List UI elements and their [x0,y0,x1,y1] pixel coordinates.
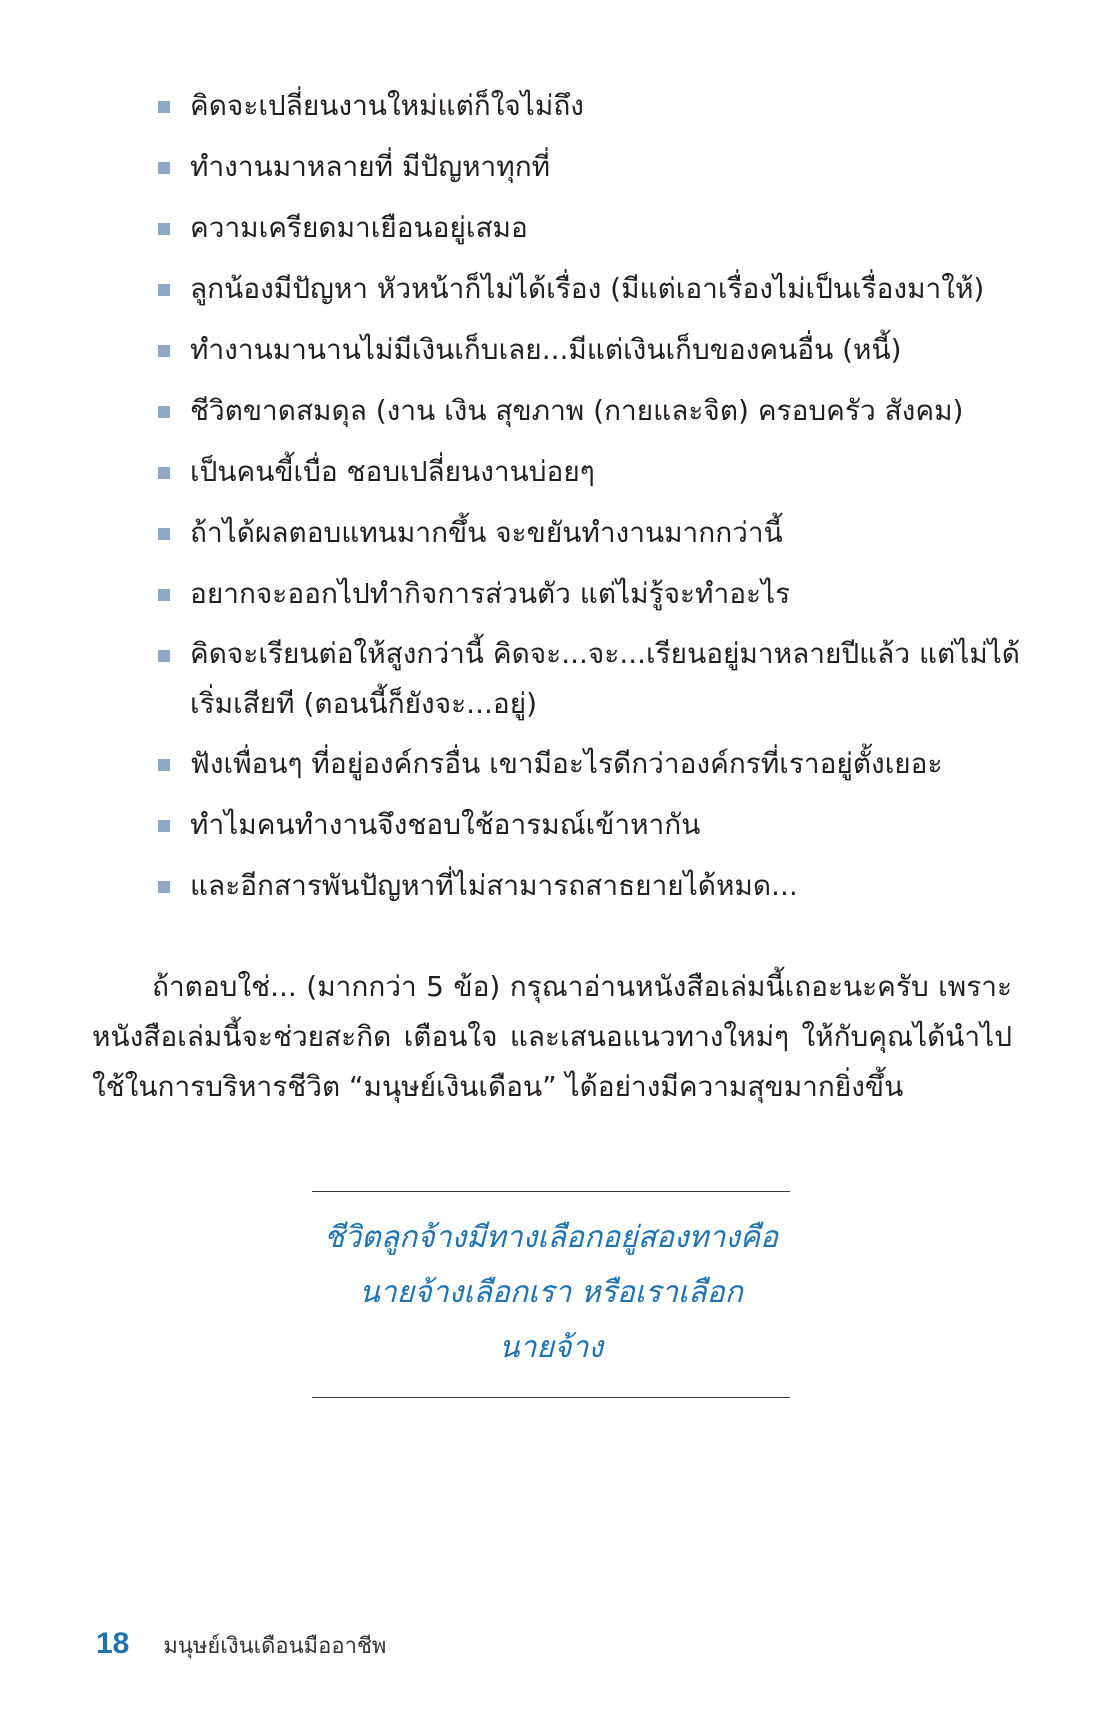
pull-quote-line-2: นายจ้างเลือกเรา หรือเราเลือกนายจ้าง [359,1275,743,1365]
list-item-text: ชีวิตขาดสมดุล (งาน เงิน สุขภาพ (กายและจิต) ครอบครัว สังคม) [190,394,964,427]
list-item [158,860,1028,912]
pull-quote [312,1191,790,1398]
list-item-text: ถ้าได้ผลตอบแทนมากขึ้น จะขยันทำงานมากกว่านี้ [190,516,783,549]
square-bullet-icon [158,101,170,113]
list-item-text: และอีกสารพันปัญหาที่ไม่สามารถสาธยายได้หมด... [190,869,798,902]
list-item [158,385,1028,437]
square-bullet-icon [158,467,170,479]
running-title: มนุษย์เงินเดือนมืออาชีพ [163,1634,387,1659]
list-item-text: ทำไมคนทำงานจึงชอบใช้อารมณ์เข้าหากัน [190,808,701,841]
list-item [158,799,1028,851]
problem-checklist [158,80,1028,921]
square-bullet-icon [158,528,170,540]
square-bullet-icon [158,162,170,174]
square-bullet-icon [158,759,170,771]
page-footer [96,1627,386,1663]
square-bullet-icon [158,881,170,893]
list-item-text: เป็นคนขี้เบื่อ ชอบเปลี่ยนงานบ่อยๆ [190,455,595,488]
list-item [158,80,1028,132]
list-item [158,263,1028,315]
list-item-text: ทำงานมาหลายที่ มีปัญหาทุกที่ [190,150,551,183]
list-item [158,507,1028,559]
square-bullet-icon [158,345,170,357]
list-item [158,202,1028,254]
list-item-text: ลูกน้องมีปัญหา หัวหน้าก็ไม่ได้เรื่อง (มีแต่เอาเรื่องไม่เป็นเรื่องมาให้) [190,272,985,305]
list-item [158,738,1028,790]
list-item [158,141,1028,193]
list-item-text: คิดจะเรียนต่อให้สูงกว่านี้ คิดจะ...จะ...เรียนอยู่มาหลายปีแล้ว แต่ไม่ได้เริ่มเสียที (ตอนนี้ก็ยังจะ...อยู่) [190,637,1020,720]
list-item-text: ฟังเพื่อนๆ ที่อยู่องค์กรอื่น เขามีอะไรดีกว่าองค์กรที่เราอยู่ตั้งเยอะ [190,747,943,780]
list-item-text: ทำงานมานานไม่มีเงินเก็บเลย...มีแต่เงินเก็บของคนอื่น (หนี้) [190,333,902,366]
list-item-text: อยากจะออกไปทำกิจการส่วนตัว แต่ไม่รู้จะทำอะไร [190,577,791,610]
square-bullet-icon [158,589,170,601]
list-item-text: ความเครียดมาเยือนอยู่เสมอ [190,211,528,244]
list-item [158,629,1028,729]
square-bullet-icon [158,650,170,662]
list-item [158,324,1028,376]
list-item-text: คิดจะเปลี่ยนงานใหม่แต่ก็ใจไม่ถึง [190,89,584,122]
square-bullet-icon [158,820,170,832]
square-bullet-icon [158,223,170,235]
square-bullet-icon [158,406,170,418]
pull-quote-line-1: ชีวิตลูกจ้างมีทางเลือกอยู่สองทางคือ [323,1220,779,1255]
square-bullet-icon [158,284,170,296]
page-number: 18 [96,1627,130,1660]
list-item [158,446,1028,498]
list-item [158,568,1028,620]
body-paragraph: ถ้าตอบใช่... (มากกว่า 5 ข้อ) กรุณาอ่านหนังสือเล่มนี้เถอะนะครับ เพราะหนังสือเล่มนี้จะช่วยสะกิด เตือนใจ และเสนอแนวทางใหม่ๆ ให้กับคุณได้นำไปใช้ในการบริหารชีวิต “มนุษย์เงินเดือน” ได้อย่างมีความสุขมากยิ่งขึ้น [92,970,1012,1103]
